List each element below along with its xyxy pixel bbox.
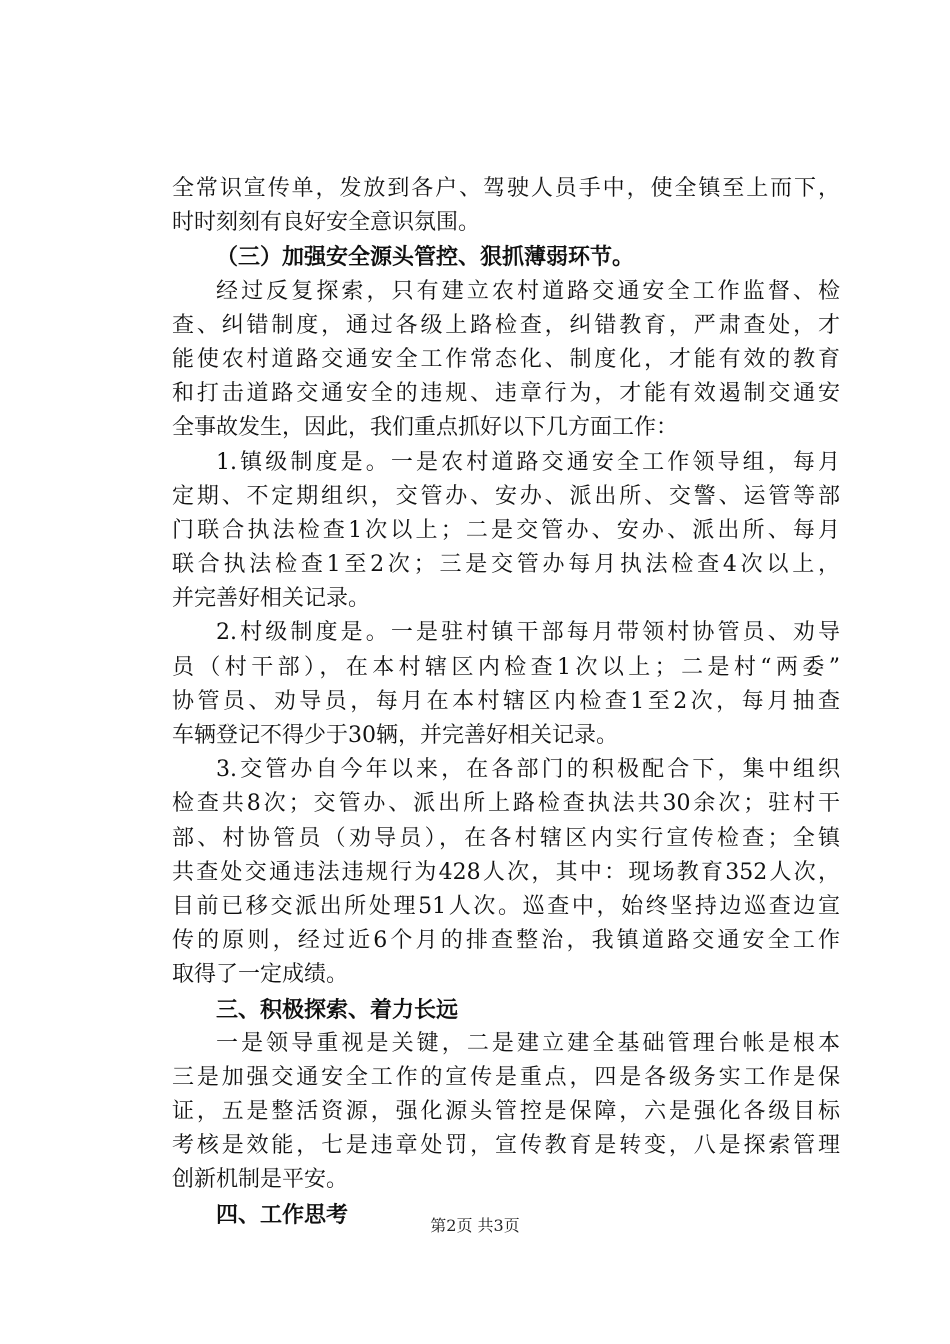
- text-line: 目前已移交派出所处理51人次。巡查中，始终坚持边巡查边宣: [172, 893, 840, 919]
- text-line: 共查处交通违法违规行为428人次，其中：现场教育352人次，: [172, 859, 840, 885]
- section-heading: （三）加强安全源头管控、狠抓薄弱环节。: [216, 244, 635, 271]
- text-line: 取得了一定成绩。: [172, 962, 349, 988]
- text-line: 能使农村道路交通安全工作常态化、制度化，才能有效的教育: [172, 346, 840, 372]
- document-body: [172, 172, 840, 1232]
- text-line: 经过反复探索，只有建立农村道路交通安全工作监督、检: [216, 278, 840, 304]
- text-line: 员（村干部），在本村辖区内检查1次以上；二是村“两委”: [172, 654, 840, 680]
- text-line: 2.村级制度是。一是驻村镇干部每月带领村协管员、劝导: [216, 620, 840, 646]
- text-line: 证，五是整活资源，强化源头管控是保障，六是强化各级目标: [172, 1099, 840, 1125]
- text-line: 定期、不定期组织，交管办、安办、派出所、交警、运管等部: [172, 483, 840, 509]
- section-heading: 四、工作思考: [216, 1201, 349, 1228]
- text-line: 全常识宣传单，发放到各户、驾驶人员手中，使全镇至上而下，: [172, 176, 840, 201]
- text-line: 一是领导重视是关键，二是建立建全基础管理台帐是根本: [216, 1030, 840, 1056]
- text-line: 3.交管办自今年以来，在各部门的积极配合下，集中组织: [216, 757, 840, 783]
- text-line: 考核是效能，七是违章处罚，宣传教育是转变，八是探索管理: [172, 1133, 840, 1159]
- text-line: 查、纠错制度，通过各级上路检查，纠错教育，严肃查处，才: [172, 312, 840, 338]
- text-line: 时时刻刻有良好安全意识氛围。: [172, 210, 481, 236]
- text-line: 联合执法检查1至2次；三是交管办每月执法检查4次以上，: [172, 552, 840, 578]
- text-line: 创新机制是平安。: [172, 1167, 349, 1193]
- text-line: 和打击道路交通安全的违规、违章行为，才能有效遏制交通安: [172, 381, 840, 407]
- page-footer: 第2页 共3页: [430, 1216, 520, 1235]
- section-heading: 三、积极探索、着力长远: [216, 996, 459, 1023]
- text-line: 并完善好相关记录。: [172, 586, 371, 612]
- text-line: 传的原则，经过近6个月的排查整治，我镇道路交通安全工作: [172, 928, 840, 954]
- text-line: 协管员、劝导员，每月在本村辖区内检查1至2次，每月抽查: [172, 688, 840, 714]
- text-line: 门联合执法检查1次以上；二是交管办、安办、派出所、每月: [172, 517, 840, 543]
- text-line: 检查共8次；交管办、派出所上路检查执法共30余次；驻村干: [172, 791, 840, 817]
- text-line: 部、村协管员（劝导员），在各村辖区内实行宣传检查；全镇: [172, 825, 840, 851]
- text-line: 1.镇级制度是。一是农村道路交通安全工作领导组，每月: [216, 449, 840, 475]
- text-line: 三是加强交通安全工作的宣传是重点，四是各级务实工作是保: [172, 1064, 840, 1090]
- text-line: 全事故发生，因此，我们重点抓好以下几方面工作：: [172, 415, 679, 441]
- text-line: 车辆登记不得少于30辆，并完善好相关记录。: [172, 723, 618, 748]
